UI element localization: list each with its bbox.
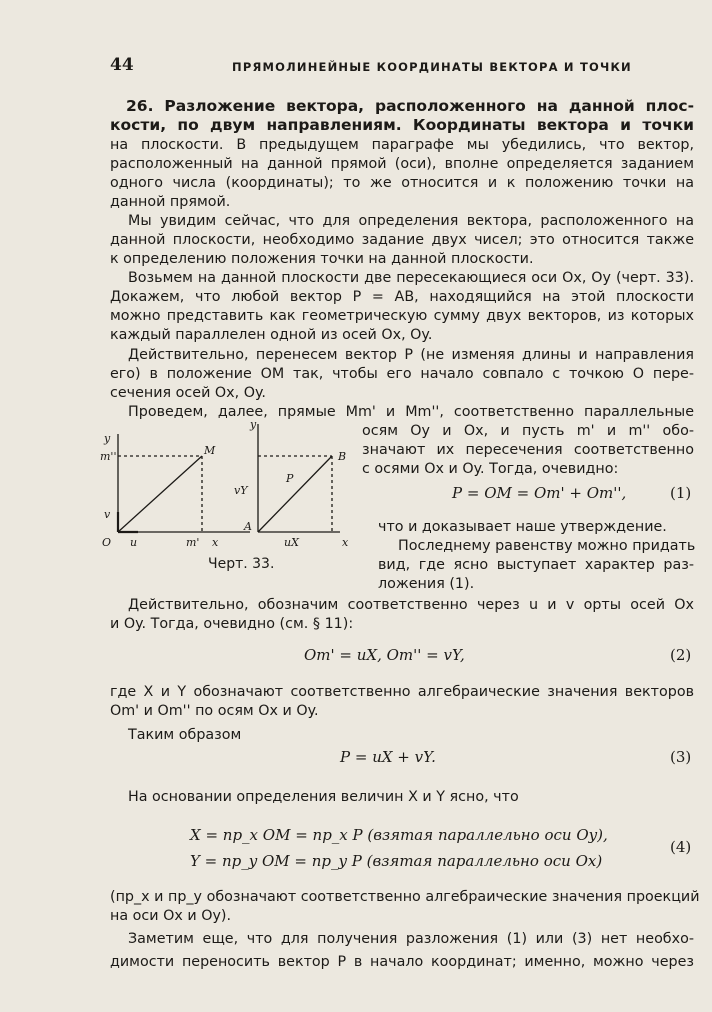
text-line: Заметим еще, что для получения разложения (1) или (3) нет необхо-: [128, 931, 694, 947]
text-line: на плоскости. В предыдущем параграфе мы убедились, что вектор,: [110, 137, 694, 153]
text-line: Возьмем на данной плоскости две пересекающиеся оси Ox, Oy (черт. 33).: [128, 270, 694, 286]
text-line: с осями Ox и Oy. Тогда, очевидно:: [362, 461, 619, 477]
label-P: P: [286, 472, 294, 485]
text-line: где X и Y обозначают соответственно алгебраические значения векторов: [110, 684, 694, 700]
label-B: B: [338, 450, 347, 463]
figure-caption: Черт. 33.: [208, 556, 275, 572]
text-line: ложения (1).: [378, 576, 475, 592]
label-u: u: [130, 536, 138, 549]
page-number: 44: [110, 55, 134, 75]
figure-33: [100, 414, 360, 554]
label-m2: m'': [100, 450, 117, 463]
text-line: можно представить как геометрическую сумму двух векторов, из которых: [110, 308, 694, 324]
text-line: данной плоскости, необходимо задание двух чисел; это относится также: [110, 232, 694, 248]
label-y: y: [104, 432, 111, 445]
section-heading-line: кости, по двум направлениям. Координаты вектора и точки: [110, 116, 694, 134]
text-line: Проведем, далее, прямые Mm' и Mm'', соответственно параллельные: [128, 404, 694, 420]
section-heading-line: 26. Разложение вектора, расположенного на данной плос-: [126, 97, 694, 115]
equation-4-number: (4): [670, 838, 692, 856]
text-line: Действительно, обозначим соответственно через u и v орты осей Ox: [128, 597, 694, 613]
label-x2: x: [342, 536, 349, 549]
label-v: v: [104, 508, 111, 521]
equation-2-number: (2): [670, 646, 692, 664]
text-line: сечения осей Ox, Oy.: [110, 385, 266, 401]
text-line: На основании определения величин X и Y ясно, что: [128, 789, 519, 805]
equation-1-number: (1): [670, 484, 692, 502]
label-O: O: [102, 536, 112, 549]
running-title: ПРЯМОЛИНЕЙНЫЕ КООРДИНАТЫ ВЕКТОРА И ТОЧКИ: [232, 60, 632, 74]
text-line: что и доказывает наше утверждение.: [378, 519, 667, 535]
text-line: Действительно, перенесем вектор P (не изменяя длины и направления: [128, 347, 694, 363]
text-line: Последнему равенству можно придать: [398, 538, 696, 554]
vector-ab: [258, 456, 332, 532]
text-line: Таким образом: [128, 727, 242, 743]
text-line: на оси Ox и Oy).: [110, 908, 232, 924]
text-line: и Oy. Тогда, очевидно (см. § 11):: [110, 616, 354, 632]
label-y2: y: [250, 418, 257, 431]
text-line: (пр_x и пр_y обозначают соответственно алгебраические значения проекций: [110, 889, 700, 905]
equation-1: P = OM = Om' + Om'',: [452, 484, 627, 502]
label-M: M: [204, 444, 216, 457]
text-line: данной прямой.: [110, 194, 231, 210]
label-x: x: [212, 536, 219, 549]
label-m1: m': [186, 536, 200, 549]
text-line: расположенный на данной прямой (оси), вполне определяется заданием: [110, 156, 694, 172]
text-line: Мы увидим сейчас, что для определения вектора, расположенного на: [128, 213, 694, 229]
equation-3-number: (3): [670, 748, 692, 766]
label-vY: vY: [234, 484, 248, 497]
text-line: Om' и Om'' по осям Ox и Oy.: [110, 703, 319, 719]
text-line: осям Oy и Ox, и пусть m' и m'' обо-: [362, 423, 694, 439]
text-line: вид, где ясно выступает характер раз-: [378, 557, 694, 573]
equation-4a: X = пр_x OM = пр_x P (взятая параллельно оси Oy),: [190, 826, 608, 844]
text-line: к определению положения точки на данной плоскости.: [110, 251, 534, 267]
text-line: одного числа (координаты); то же относится и к положению точки на: [110, 175, 694, 191]
text-line: Докажем, что любой вектор P = AB, находящийся на этой плоскости: [110, 289, 694, 305]
text-line: его) в положение OM так, чтобы его начало совпало с точкою O пере-: [110, 366, 694, 382]
text-line: значают их пересечения соответственно: [362, 442, 694, 458]
equation-2: Om' = uX, Om'' = vY,: [304, 646, 465, 664]
equation-3: P = uX + vY.: [340, 748, 436, 766]
text-line: каждый параллелен одной из осей Ox, Oy.: [110, 327, 433, 343]
label-uX: uX: [284, 536, 299, 549]
text-line: димости переносить вектор P в начало координат; именно, можно через: [110, 954, 694, 970]
vector-om: [118, 456, 202, 532]
label-A: A: [244, 520, 252, 533]
equation-4b: Y = пр_y OM = пр_y P (взятая параллельно оси Ox): [190, 852, 603, 870]
